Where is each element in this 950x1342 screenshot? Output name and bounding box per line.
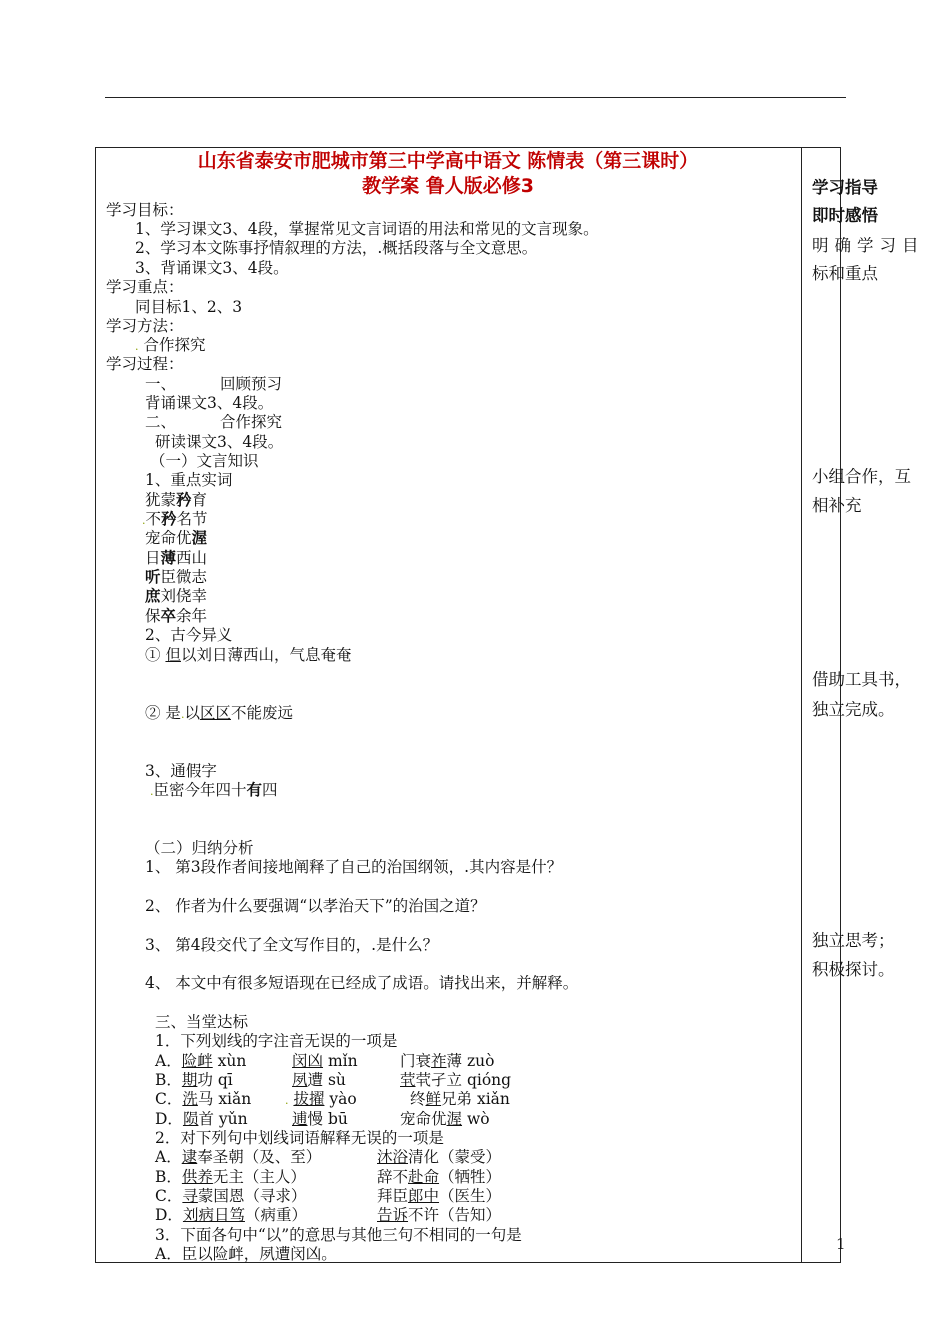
gujin-item-2: ② 是.以区区不能废远 xyxy=(145,704,293,722)
key-heading: 学习重点： xyxy=(106,278,184,296)
goals-heading: 学习目标： xyxy=(106,201,184,219)
exercise2-option: D．刘病日笃（病重） 告诉不许（告知） xyxy=(155,1206,502,1224)
doc-title-line1: 山东省泰安市肥城市第三中学高中语文 陈情表（第三课时） xyxy=(197,150,699,172)
exercise2-option: A．逮奉圣朝（及、至） 沐浴清化（蒙受） xyxy=(155,1148,502,1166)
sidebar-note: 小组合作，互 xyxy=(812,467,911,486)
exercise2-option: C．寻蒙国恩（寻求） 拜臣郎中（医生） xyxy=(155,1187,502,1205)
exercise2-option: B．供养无主（主人） 辞不赴命（牺牲） xyxy=(155,1168,502,1186)
exercise1-option: C．洗马 xiǎn . 拔擢 yào 终鲜兄弟 xiǎn xyxy=(155,1090,510,1108)
step1-text: 背诵课文3、4段。 xyxy=(145,394,274,412)
keyword-item: 犹蒙矜育 xyxy=(145,491,208,509)
sidebar-note: 标和重点 xyxy=(812,264,878,283)
sidebar-note: 积极探讨。 xyxy=(812,960,895,979)
question-2: 2、 作者为什么要强调“以孝治天下”的治国之道？ xyxy=(145,897,486,915)
question-3: 3、 第4段交代了全文写作目的，.是什么？ xyxy=(145,936,439,954)
column-divider xyxy=(801,147,802,1263)
exercise1-option: B．期功 qī 夙遭 sù 茕茕孑立 qióng xyxy=(155,1071,512,1089)
tongjia-item: .臣密今年四十有四 xyxy=(150,781,278,799)
keyword-item: 听臣微志 xyxy=(145,568,208,586)
keyword-item: 保卒余年 xyxy=(145,607,208,625)
section1-heading: （一）文言知识 xyxy=(150,452,259,470)
sidebar-note: 明确学习目 xyxy=(812,236,925,255)
sidebar-note: 独立思考； xyxy=(812,931,895,950)
goal-1: 1、学习课文3、4段，掌握常见文言词语的用法和常见的文言现象。 xyxy=(135,220,599,238)
keywords-heading: 1、重点实词 xyxy=(145,471,233,489)
step2-heading: 二、 合作探究 xyxy=(145,413,283,431)
process-heading: 学习过程： xyxy=(106,355,184,373)
question-1: 1、 第3段作者间接地阐释了自己的治国纲领，.其内容是什？ xyxy=(145,858,563,876)
header-rule xyxy=(105,97,846,98)
method-text: . 合作探究 xyxy=(135,336,206,354)
exercise1-option: D．陨首 yǔn 逋慢 bū 宠命优渥 wò xyxy=(155,1110,490,1128)
exercise3-option-a: A．臣以险衅，夙遭闵凶。 xyxy=(155,1245,337,1263)
doc-title-line2: 教学案 鲁人版必修3 xyxy=(362,175,534,197)
gujin-heading: 2、古今异义 xyxy=(145,626,233,644)
exercise1-option: A．险衅 xùn 闵凶 mǐn 门衰祚薄 zuò xyxy=(155,1052,495,1070)
gujin-item-1: ① 但以刘日薄西山，气息奄奄 xyxy=(145,646,352,664)
sidebar-note: 借助工具书， xyxy=(812,670,911,689)
method-heading: 学习方法： xyxy=(106,317,184,335)
step2-text: 研读课文3、4段。 xyxy=(155,433,284,451)
sidebar-heading-insight: 即时感悟 xyxy=(812,206,878,225)
step1-heading: 一、 回顾预习 xyxy=(145,375,283,393)
key-text: 同目标1、2、3 xyxy=(135,298,243,316)
keyword-item: 日薄西山 xyxy=(145,549,208,567)
sidebar-note: 独立完成。 xyxy=(812,700,895,719)
goal-2: 2、学习本文陈事抒情叙理的方法，.概括段落与全文意思。 xyxy=(135,239,538,257)
exercise1-question: 1．下列划线的字注音无误的一项是 xyxy=(155,1032,398,1050)
goal-3: 3、背诵课文3、4段。 xyxy=(135,259,289,277)
exercise3-question: 3．下面各句中“以”的意思与其他三句不相同的一句是 xyxy=(155,1226,522,1244)
keyword-item: 宠命优渥 xyxy=(145,529,208,547)
section2-heading: （二）归纳分析 xyxy=(145,839,254,857)
keyword-item: 庶刘侥幸 xyxy=(145,587,208,605)
sidebar-heading-guide: 学习指导 xyxy=(812,178,878,197)
section3-heading: 三、当堂达标 xyxy=(155,1013,249,1031)
sidebar-note: 相补充 xyxy=(812,496,862,515)
keyword-item: .不矜名节 xyxy=(142,510,208,528)
exercise2-question: 2．对下列句中划线词语解释无误的一项是 xyxy=(155,1129,444,1147)
tongjia-heading: 3、通假字 xyxy=(145,762,217,780)
page-number: 1 xyxy=(836,1235,846,1253)
question-4: 4、 本文中有很多短语现在已经成了成语。请找出来，并解释。 xyxy=(145,974,579,992)
